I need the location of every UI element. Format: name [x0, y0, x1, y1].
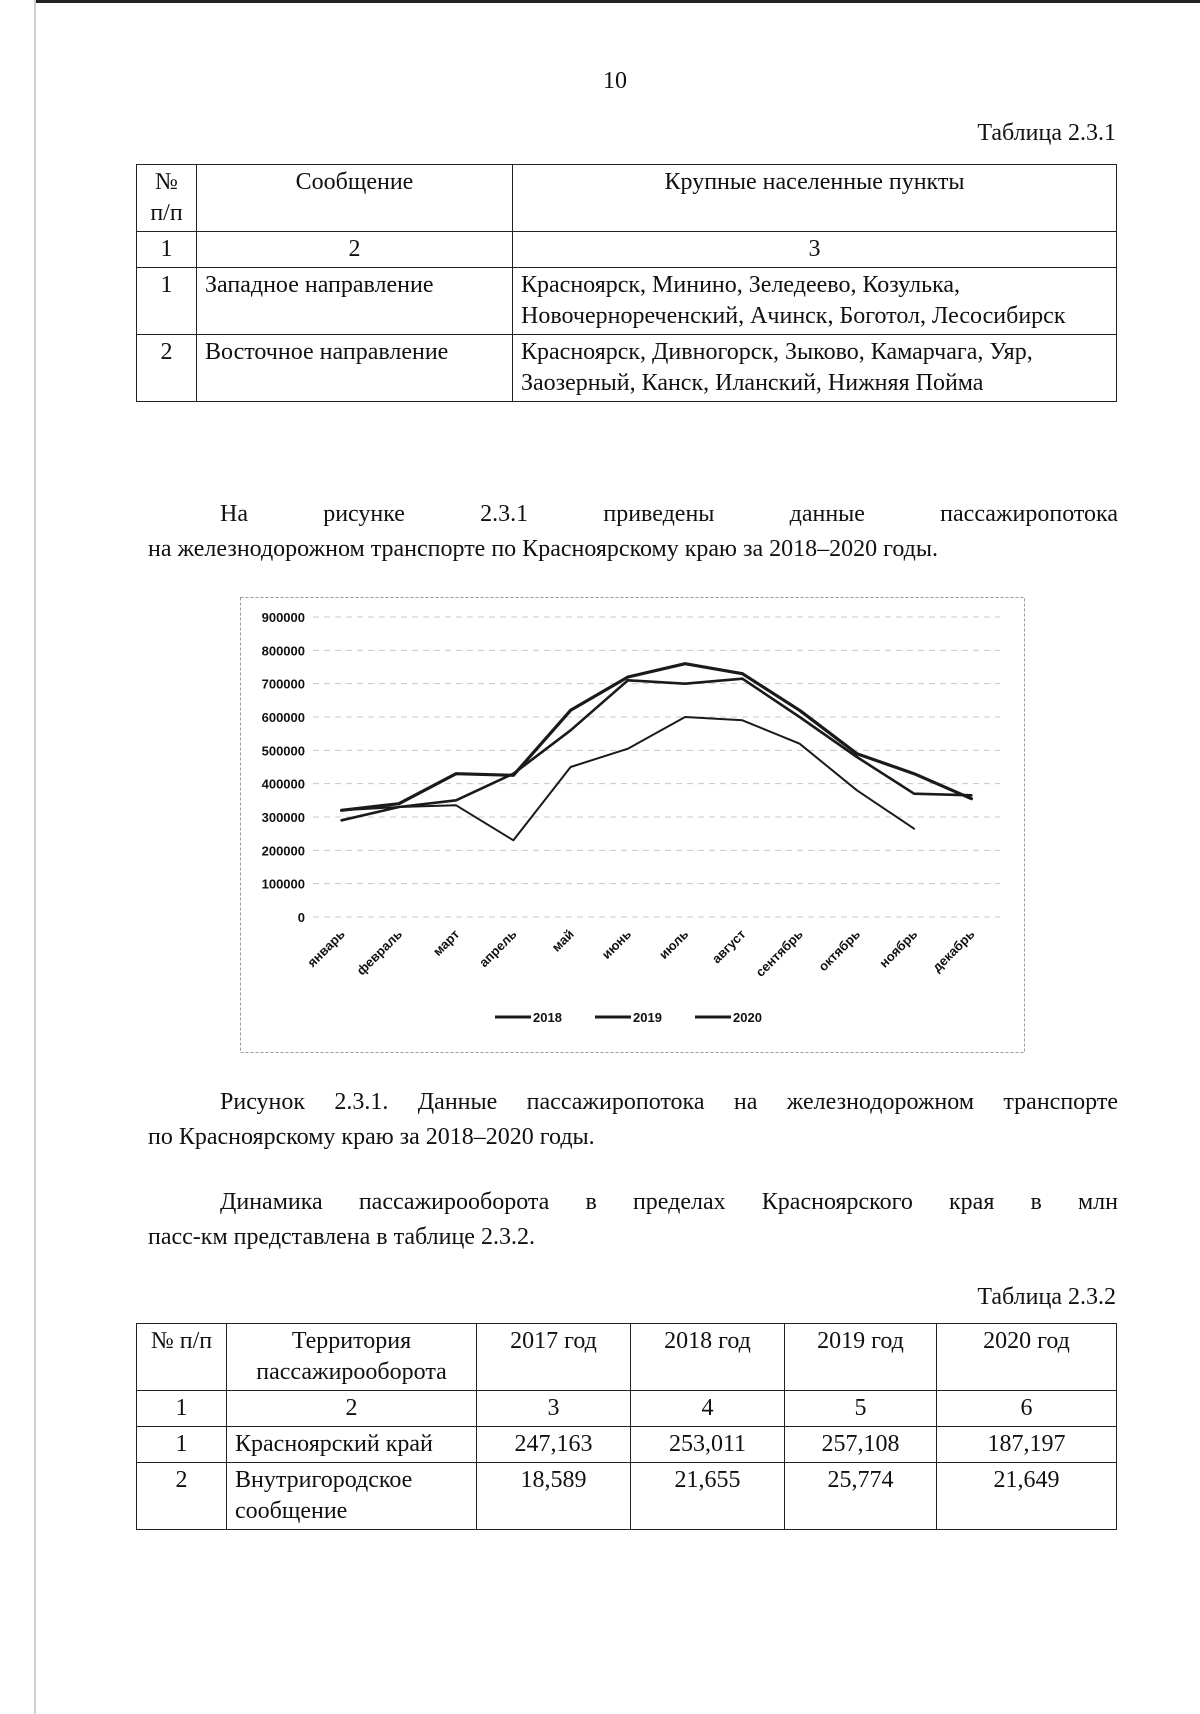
table-cell: 4 [631, 1391, 785, 1427]
x-tick-label: сентябрь [752, 926, 806, 980]
y-tick-label: 900000 [261, 610, 305, 625]
table-row [137, 268, 1117, 335]
x-tick-label: июнь [598, 926, 634, 962]
table-cell: 21,655 [631, 1463, 785, 1530]
caption-line: Рисунок 2.3.1. Данные пассажиропотока на железнодорожном транспорте [220, 1089, 1118, 1115]
paragraph-intro-chart [148, 497, 1118, 567]
x-tick-label: январь [304, 926, 348, 970]
header-cell: Сообщение [197, 165, 513, 232]
table-index-row [137, 232, 1117, 268]
table-2-3-2 [136, 1323, 1117, 1530]
passenger-flow-chart [240, 597, 1025, 1053]
table-row [137, 1427, 1117, 1463]
y-tick-label: 700000 [261, 676, 305, 692]
y-tick-label: 500000 [261, 743, 305, 759]
table-cell: 1 [137, 1391, 227, 1427]
table-cell: 25,774 [785, 1463, 937, 1530]
table-cell: 1 [137, 232, 197, 268]
table-cell: 18,589 [477, 1463, 631, 1530]
scan-top-border [36, 0, 1200, 3]
header-cell: 2018 год [631, 1324, 785, 1391]
header-cell: Территория пассажирооборота [227, 1324, 477, 1391]
table-cell: 187,197 [937, 1427, 1117, 1463]
table-cell: 1 [137, 1427, 227, 1463]
paragraph-line: Динамика пассажирооборота в пределах Красноярского края в млн [220, 1189, 1118, 1215]
header-cell: № п/п [137, 1324, 227, 1391]
table1-caption: Таблица 2.3.1 [977, 120, 1116, 146]
table-cell: 253,011 [631, 1427, 785, 1463]
x-tick-label: ноябрь [876, 926, 921, 971]
header-cell: 2019 год [785, 1324, 937, 1391]
table-cell: 2 [137, 335, 197, 402]
table-cell: 3 [513, 232, 1117, 268]
y-tick-label: 100000 [261, 876, 305, 892]
table2-caption: Таблица 2.3.2 [977, 1284, 1116, 1310]
y-tick-label: 600000 [261, 710, 305, 725]
table-cell: 6 [937, 1391, 1117, 1427]
figure-caption [148, 1085, 1118, 1155]
table-cell: Восточное направление [197, 335, 513, 402]
scan-left-edge [34, 0, 36, 1714]
table-cell: Красноярск, Минино, Зеледеево, Козулька, Новочернореченский, Ачинск, Боготол, Лесосибирск [513, 268, 1117, 335]
paragraph-line: на железнодорожном транспорте по Красноярскому краю за 2018–2020 годы. [148, 536, 939, 562]
header-cell: Крупные населенные пункты [513, 165, 1117, 232]
y-tick-label: 300000 [261, 810, 305, 825]
header-cell: 2020 год [937, 1324, 1117, 1391]
table-cell: 247,163 [477, 1427, 631, 1463]
table-header-row [137, 165, 1117, 232]
paragraph-dynamics [148, 1185, 1118, 1255]
x-tick-label: май [548, 926, 577, 955]
x-tick-label: октябрь [815, 926, 863, 975]
table-row [137, 335, 1117, 402]
y-tick-label: 0 [297, 910, 305, 925]
table-cell: 1 [137, 268, 197, 335]
table-cell: Внутригородское сообщение [227, 1463, 477, 1530]
y-tick-label: 800000 [261, 643, 305, 659]
table-2-3-1 [136, 164, 1117, 402]
legend-label: 2020 [733, 1010, 762, 1025]
y-tick-label: 400000 [261, 776, 305, 792]
table-cell: Красноярск, Дивногорск, Зыково, Камарчага, Уяр, Заозерный, Канск, Иланский, Нижняя Пойма [513, 335, 1117, 402]
x-tick-label: март [429, 926, 463, 959]
table-cell: Западное направление [197, 268, 513, 335]
table-index-row [137, 1391, 1117, 1427]
table-cell: 21,649 [937, 1463, 1117, 1530]
table-header-row [137, 1324, 1117, 1391]
x-tick-label: август [708, 926, 749, 967]
table-cell: Красноярский край [227, 1427, 477, 1463]
table-cell: 5 [785, 1391, 937, 1427]
table-row [137, 1463, 1117, 1530]
paragraph-line: На рисунке 2.3.1 приведены данные пассажиропотока [220, 501, 1118, 527]
caption-line: по Красноярскому краю за 2018–2020 годы. [148, 1124, 595, 1150]
x-tick-label: декабрь [929, 926, 978, 975]
legend-label: 2018 [533, 1010, 562, 1025]
header-cell: 2017 год [477, 1324, 631, 1391]
page-number: 10 [603, 68, 627, 94]
header-cell: № п/п [137, 165, 197, 232]
x-tick-label: февраль [353, 926, 405, 979]
table-cell: 257,108 [785, 1427, 937, 1463]
table-cell: 2 [227, 1391, 477, 1427]
paragraph-line: пасс-км представлена в таблице 2.3.2. [148, 1224, 535, 1250]
table-cell: 2 [197, 232, 513, 268]
x-tick-label: июль [655, 926, 692, 962]
y-tick-label: 200000 [261, 843, 305, 859]
table-cell: 2 [137, 1463, 227, 1530]
x-tick-label: апрель [475, 926, 520, 971]
table-cell: 3 [477, 1391, 631, 1427]
legend-label: 2019 [633, 1010, 662, 1025]
